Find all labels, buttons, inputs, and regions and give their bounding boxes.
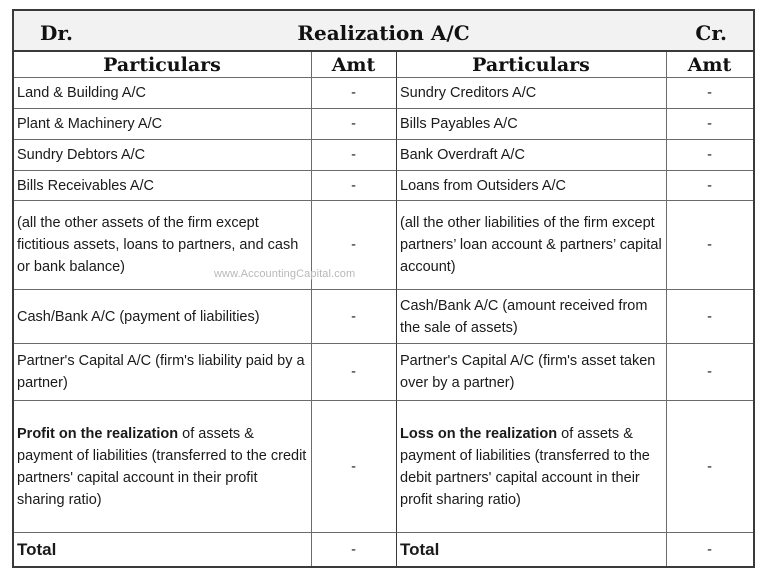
debit-amount: - — [312, 401, 397, 533]
debit-particular: Land & Building A/C — [14, 78, 312, 109]
loss-on-realization: Loss on the realization of assets & payment of liabilities (transferred to the debit partners' capital account in their profit sharing ratio) — [397, 401, 667, 533]
credit-particular: Bills Payables A/C — [397, 109, 667, 140]
debit-amt-header: Amt — [312, 52, 397, 78]
credit-amount: - — [667, 78, 753, 109]
debit-particular: Bills Receivables A/C — [14, 171, 312, 201]
credit-amount: - — [667, 171, 753, 201]
debit-amount: - — [312, 171, 397, 201]
credit-amt-header: Amt — [667, 52, 753, 78]
credit-particular: Loans from Outsiders A/C — [397, 171, 667, 201]
debit-label: Dr. — [40, 21, 74, 45]
credit-particulars-header: Particulars — [397, 52, 667, 78]
watermark: www.AccountingCapital.com — [214, 268, 356, 280]
credit-particular: Sundry Creditors A/C — [397, 78, 667, 109]
debit-particular: (all the other assets of the firm except fictitious assets, loans to partners, and cash or bank balance) — [14, 201, 312, 290]
debit-particular: Cash/Bank A/C (payment of liabilities) — [14, 290, 312, 344]
debit-total-label: Total — [14, 533, 312, 566]
realization-account-table — [12, 9, 755, 568]
credit-amount: - — [667, 344, 753, 401]
credit-amount: - — [667, 201, 753, 290]
account-title: Realization A/C — [297, 21, 470, 45]
debit-amount: - — [312, 290, 397, 344]
debit-total-amount: - — [312, 533, 397, 566]
credit-amount: - — [667, 109, 753, 140]
debit-amount: - — [312, 201, 397, 290]
credit-particular: Cash/Bank A/C (amount received from the sale of assets) — [397, 290, 667, 344]
credit-total-amount: - — [707, 541, 712, 558]
debit-particular: Sundry Debtors A/C — [14, 140, 312, 171]
credit-amount: - — [667, 290, 753, 344]
profit-on-realization: Profit on the realization of assets & payment of liabilities (transferred to the credit partners' capital account in their profit sharing ratio) — [14, 401, 312, 533]
debit-particular: Plant & Machinery A/C — [14, 109, 312, 140]
credit-particular: Partner's Capital A/C (firm's asset taken over by a partner) — [397, 344, 667, 401]
debit-amount: - — [312, 78, 397, 109]
debit-particular: Partner's Capital A/C (firm's liability paid by a partner) — [14, 344, 312, 401]
credit-total-label: Total — [397, 533, 667, 566]
credit-particular: Bank Overdraft A/C — [397, 140, 667, 171]
ledger-grid — [14, 52, 753, 566]
debit-particulars-header: Particulars — [14, 52, 312, 78]
debit-amount: - — [312, 140, 397, 171]
title-bar — [14, 11, 753, 52]
debit-amount: - — [312, 109, 397, 140]
credit-particular: (all the other liabilities of the firm except partners’ loan account & partners’ capital account) — [397, 201, 667, 290]
credit-amount: - — [667, 140, 753, 171]
debit-amount: - — [312, 344, 397, 401]
credit-label: Cr. — [695, 21, 727, 45]
credit-amount: - — [667, 401, 753, 533]
